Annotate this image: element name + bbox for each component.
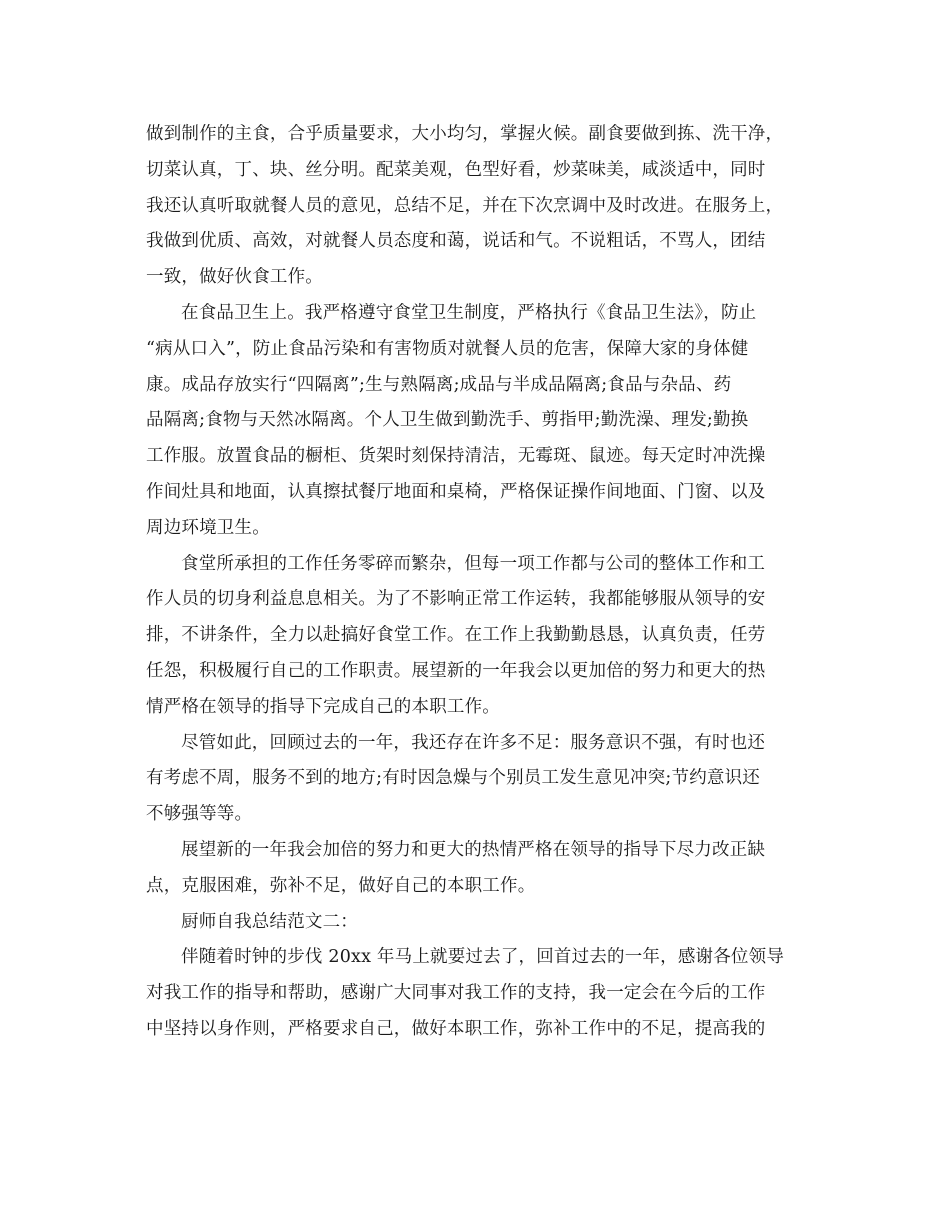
text-line: 点，克服困难，弥补不足，做好自己的本职工作。: [146, 875, 536, 896]
text-line: 厨师自我总结范文二：: [181, 911, 358, 932]
text-line: 切菜认真，丁、块、丝分明。配菜美观，色型好看，炒菜味美，咸淡适中，同时: [146, 159, 766, 180]
text-line: 中坚持以身作则，严格要求自己，做好本职工作，弥补工作中的不足，提高我的: [146, 1018, 766, 1039]
text-line: 尽管如此，回顾过去的一年，我还存在许多不足：服务意识不强，有时也还: [181, 732, 766, 753]
text-line: 展望新的一年我会加倍的努力和更大的热情严格在领导的指导下尽力改正缺: [181, 839, 766, 860]
text-line: 做到制作的主食，合乎质量要求，大小均匀，掌握火候。副食要做到拣、洗干净，: [146, 124, 784, 144]
text-line: 有考虑不周，服务不到的地方;有时因急燥与个别员工发生意见冲突;节约意识还: [146, 768, 760, 789]
text-line: 情严格在领导的指导下完成自己的本职工作。: [146, 696, 500, 717]
text-line: 伴随着时钟的步伐 20xx 年马上就要过去了，回首过去的一年，感谢各位领导: [181, 947, 785, 968]
text-line: 不够强等等。: [146, 804, 253, 825]
text-line: 品隔离;食物与天然冰隔离。个人卫生做到勤洗手、剪指甲;勤洗澡、理发;勤换: [146, 410, 749, 431]
text-line: 康。成品存放实行“四隔离”;生与熟隔离;成品与半成品隔离;食品与杂品、药: [146, 374, 732, 395]
text-line: 我做到优质、高效，对就餐人员态度和蔼，说话和气。不说粗话，不骂人，团结: [146, 231, 766, 252]
text-line: “病从口入”，防止食品污染和有害物质对就餐人员的危害，保障大家的身体健: [146, 338, 749, 359]
document-body: [146, 117, 810, 1048]
text-line: 对我工作的指导和帮助，感谢广大同事对我工作的支持，我一定会在今后的工作: [146, 983, 766, 1004]
text-line: 一致，做好伙食工作。: [146, 267, 323, 288]
text-line: 排，不讲条件，全力以赴搞好食堂工作。在工作上我勤勤恳恳，认真负责，任劳: [146, 625, 766, 646]
text-line: 作间灶具和地面，认真擦拭餐厅地面和桌椅，严格保证操作间地面、门窗、以及: [146, 481, 766, 502]
text-line: 周边环境卫生。: [146, 517, 270, 538]
text-line: 我还认真听取就餐人员的意见，总结不足，并在下次烹调中及时改进。在服务上，: [146, 195, 784, 216]
text-line: 任怨，积极履行自己的工作职责。展望新的一年我会以更加倍的努力和更大的热: [146, 660, 766, 681]
text-line: 食堂所承担的工作任务零碎而繁杂，但每一项工作都与公司的整体工作和工: [181, 553, 766, 574]
text-line: 在食品卫生上。我严格遵守食堂卫生制度，严格执行《食品卫生法》，防止: [181, 302, 757, 323]
text-line: 工作服。放置食品的橱柜、货架时刻保持清洁，无霉斑、鼠迹。每天定时冲洗操: [146, 446, 766, 467]
text-line: 作人员的切身利益息息相关。为了不影响正常工作运转，我都能够服从领导的安: [146, 589, 766, 610]
